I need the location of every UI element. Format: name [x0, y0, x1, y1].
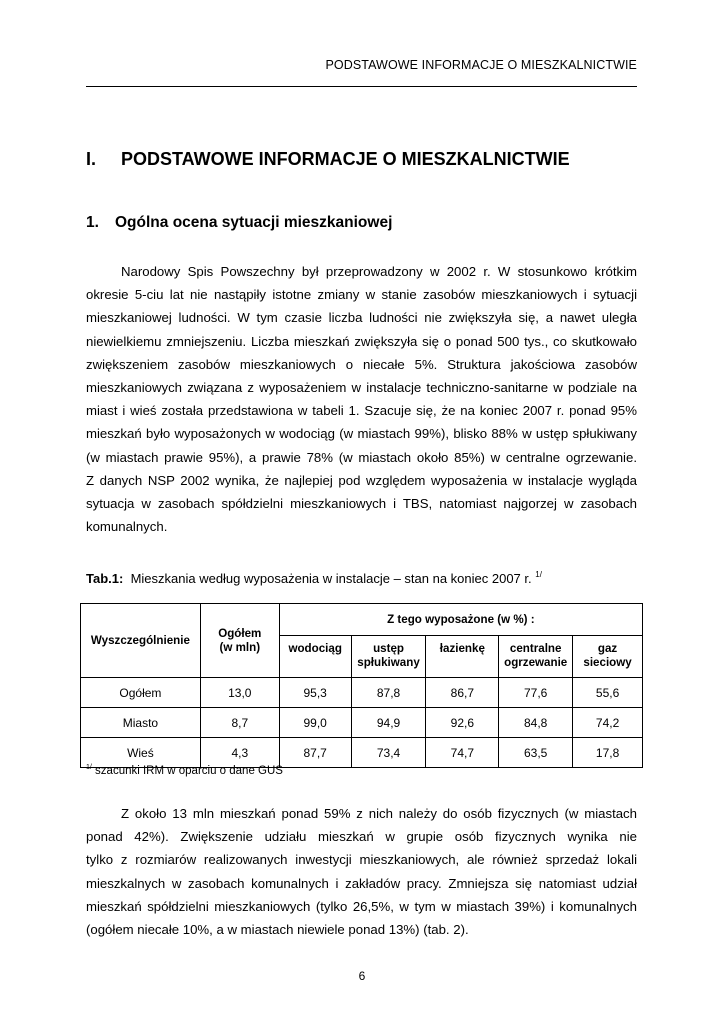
paragraph-line: zwiększeniem zasobów mieszkaniowych o niecałe 5%. Struktura jakościowa zasobów	[86, 356, 637, 372]
row-label: Ogółem	[81, 678, 201, 708]
table-caption-note-ref: 1/	[535, 570, 542, 579]
cell-value: 63,5	[499, 738, 573, 768]
header-group: Z tego wyposażone (w %) :	[279, 604, 642, 636]
table-row	[81, 738, 643, 768]
row-label: Miasto	[81, 708, 201, 738]
cell-value: 99,0	[279, 708, 351, 738]
header-gas: gaz sieciowy	[573, 636, 643, 678]
cell-value: 86,7	[426, 678, 499, 708]
row-label: Wieś	[81, 738, 201, 768]
paragraph-line: mieszkań spółdzielni mieszkaniowych (tylko 26,5%, w tym w miastach 39%) i komunalnych	[86, 898, 637, 914]
cell-value: 77,6	[499, 678, 573, 708]
cell-value: 17,8	[573, 738, 643, 768]
table-caption-label: Tab.1:	[86, 571, 124, 586]
paragraph-2	[86, 802, 637, 941]
paragraph-line: okresie 5-ciu lat nie nastąpiły istotne zmiany w stanie zasobów mieszkaniowych i sytuacji	[86, 287, 637, 303]
paragraph-line: Z danych NSP 2002 wynika, że najlepiej pod względem wyposażenia w instalacje wygląda	[86, 472, 637, 488]
section-number: 1.	[86, 214, 99, 231]
equipment-table	[80, 603, 643, 768]
cell-value: 74,7	[426, 738, 499, 768]
chapter-title: PODSTAWOWE INFORMACJE O MIESZKALNICTWIE	[121, 149, 570, 169]
cell-value: 94,9	[351, 708, 426, 738]
cell-value: 87,8	[351, 678, 426, 708]
footnote-ref: 1/	[86, 764, 92, 771]
row-total: 4,3	[200, 738, 279, 768]
cell-value: 87,7	[279, 738, 351, 768]
section-heading	[86, 214, 392, 232]
paragraph-line: Z około 13 mln mieszkań ponad 59% z nich należy do osób fizycznych (w miastach	[121, 806, 637, 821]
row-total: 8,7	[200, 708, 279, 738]
header-bathroom: łazienkę	[426, 636, 499, 678]
paragraph-line: mieszkalnych w zasobach komunalnych i zakładów pracy. Zmniejsza się natomiast udział	[86, 875, 637, 891]
footnote-text: szacunki IRM w oparciu o dane GUS	[95, 765, 283, 777]
paragraph-1	[86, 260, 637, 538]
header-total: Ogółem (w mln)	[200, 604, 279, 678]
header-category: Wyszczególnienie	[81, 604, 201, 678]
header-heating: centralne ogrzewanie	[499, 636, 573, 678]
paragraph-line: komunalnych.	[86, 519, 168, 535]
cell-value: 84,8	[499, 708, 573, 738]
page-number: 6	[358, 969, 366, 983]
table-caption-text: Mieszkania według wyposażenia w instalacje – stan na koniec 2007 r.	[130, 571, 532, 586]
table-row	[81, 678, 643, 708]
paragraph-line: mieszkaniowych związana z wyposażeniem w instalacje techniczno-sanitarne w podziale na	[86, 380, 637, 396]
table-row	[81, 708, 643, 738]
cell-value: 92,6	[426, 708, 499, 738]
running-header: PODSTAWOWE INFORMACJE O MIESZKALNICTWIE	[325, 58, 637, 72]
paragraph-line: mieszkań było wyposażonych w wodociąg (w miastach 99%), blisko 88% w ustęp spłukiwany	[86, 426, 637, 442]
header-water: wodociąg	[279, 636, 351, 678]
table-caption	[86, 570, 542, 586]
paragraph-line: miast i wieś została przedstawiona w tabeli 1. Szacuje się, że na koniec 2007 r. ponad 95%	[86, 403, 637, 419]
header-rule	[86, 86, 637, 87]
paragraph-line: (w miastach prawie 95%), a prawie 78% (w miastach około 85%) w centralne ogrzewanie.	[86, 449, 637, 465]
cell-value: 55,6	[573, 678, 643, 708]
cell-value: 74,2	[573, 708, 643, 738]
row-total: 13,0	[200, 678, 279, 708]
section-title: Ogólna ocena sytuacji mieszkaniowej	[115, 214, 393, 231]
paragraph-line: ponad 42%). Zwiększenie udziału mieszkań w grupie osób fizycznych wynika nie	[86, 829, 637, 845]
paragraph-line: tylko z rozmiarów realizowanych inwestycji mieszkaniowych, ale również sprzedaż lokali	[86, 852, 637, 868]
header-toilet: ustęp spłukiwany	[351, 636, 426, 678]
cell-value: 95,3	[279, 678, 351, 708]
paragraph-line: mieszkaniowej ludności. W tym czasie liczba ludności nie zwiększyła się, a nawet uległa	[86, 310, 637, 326]
cell-value: 73,4	[351, 738, 426, 768]
chapter-heading	[86, 149, 570, 170]
paragraph-line: niewielkiemu zmniejszeniu. Liczba mieszkań zwiększyła się o ponad 500 tys., co skutkowało	[86, 333, 637, 349]
paragraph-line: sytuacja w zasobach spółdzielni mieszkaniowych i TBS, natomiast najgorzej w zasobach	[86, 496, 637, 512]
chapter-number: I.	[86, 149, 97, 169]
paragraph-line: Narodowy Spis Powszechny był przeprowadzony w 2002 r. W stosunkowo krótkim	[121, 264, 637, 279]
paragraph-line: (ogółem niecałe 10%, a w miastach niewiele ponad 13%) (tab. 2).	[86, 922, 469, 938]
table-footnote	[86, 764, 283, 777]
